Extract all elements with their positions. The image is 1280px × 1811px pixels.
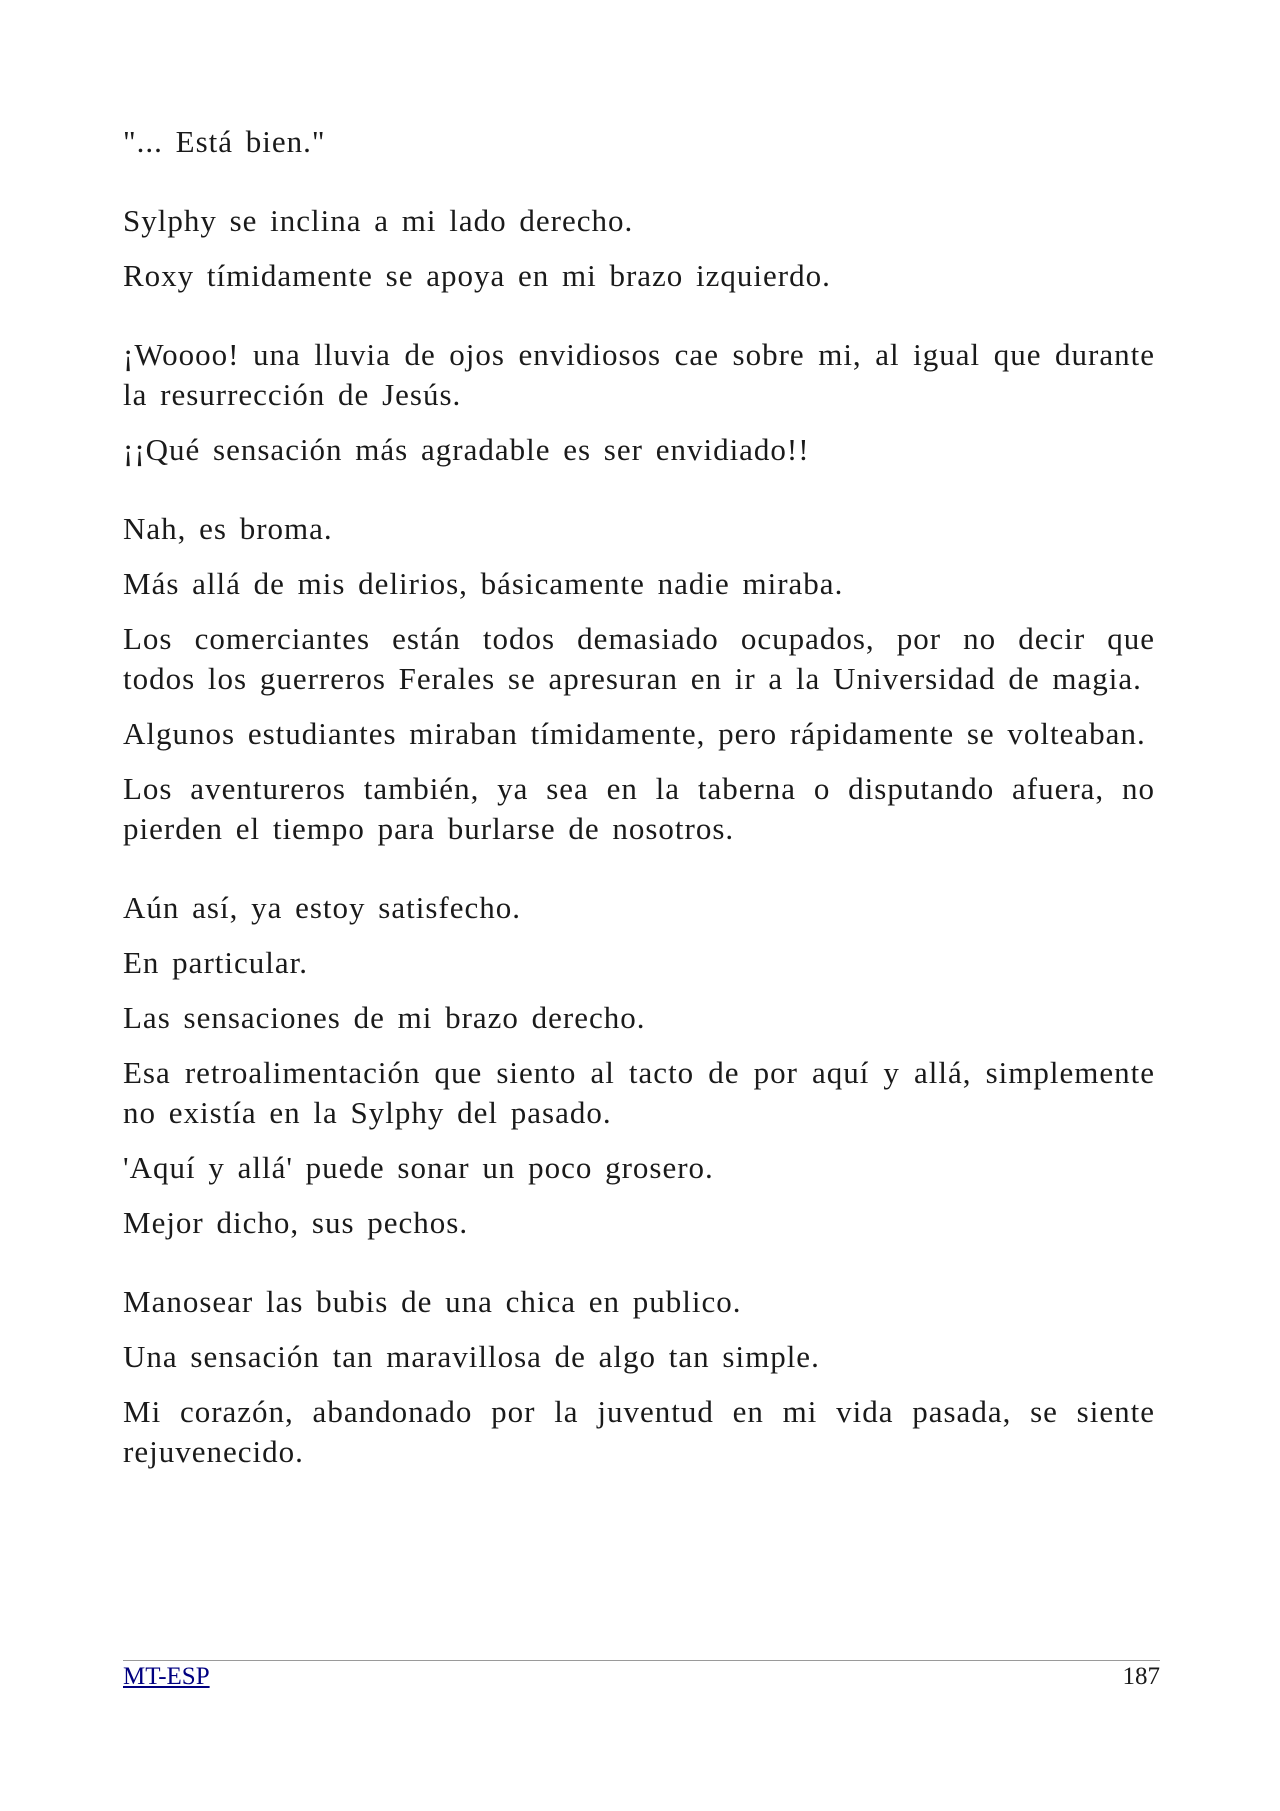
paragraph-11: Aún así, ya estoy satisfecho.	[123, 890, 521, 925]
page-body	[123, 122, 1155, 1487]
paragraph-1: "... Está bien."	[123, 124, 326, 159]
paragraph-2: Sylphy se inclina a mi lado derecho.	[123, 203, 634, 238]
paragraph-15: 'Aquí y allá' puede sonar un poco grosero.	[123, 1150, 714, 1185]
paragraph-3: Roxy tímidamente se apoya en mi brazo izquierdo.	[123, 258, 831, 293]
paragraph-4: ¡Woooo! una lluvia de ojos envidiosos cae sobre mi, al igual que durante la resurrección de Jesús.	[123, 337, 1155, 412]
paragraph-17: Manosear las bubis de una chica en publico.	[123, 1284, 742, 1319]
paragraph-13: Las sensaciones de mi brazo derecho.	[123, 1000, 646, 1035]
paragraph-10: Los aventureros también, ya sea en la taberna o disputando afuera, no pierden el tiempo para burlarse de nosotros.	[123, 771, 1155, 846]
page-number: 187	[1122, 1663, 1160, 1690]
paragraph-7: Más allá de mis delirios, básicamente nadie miraba.	[123, 566, 844, 601]
paragraph-18: Una sensación tan maravillosa de algo tan simple.	[123, 1339, 820, 1374]
paragraph-19: Mi corazón, abandonado por la juventud en mi vida pasada, se siente rejuvenecido.	[123, 1394, 1155, 1469]
paragraph-9: Algunos estudiantes miraban tímidamente, pero rápidamente se volteaban.	[123, 716, 1146, 751]
paragraph-6: Nah, es broma.	[123, 511, 333, 546]
paragraph-14: Esa retroalimentación que siento al tacto de por aquí y allá, simplemente no existía en la Sylphy del pasado.	[123, 1055, 1155, 1130]
paragraph-5: ¡¡Qué sensación más agradable es ser envidiado!!	[123, 432, 810, 467]
footer-source-link[interactable]: MT-ESP	[123, 1663, 210, 1690]
paragraph-8: Los comerciantes están todos demasiado ocupados, por no decir que todos los guerreros Ferales se apresuran en ir a la Universidad de magia.	[123, 621, 1155, 696]
paragraph-16: Mejor dicho, sus pechos.	[123, 1205, 469, 1240]
paragraph-12: En particular.	[123, 945, 308, 980]
footer-divider	[123, 1660, 1160, 1661]
